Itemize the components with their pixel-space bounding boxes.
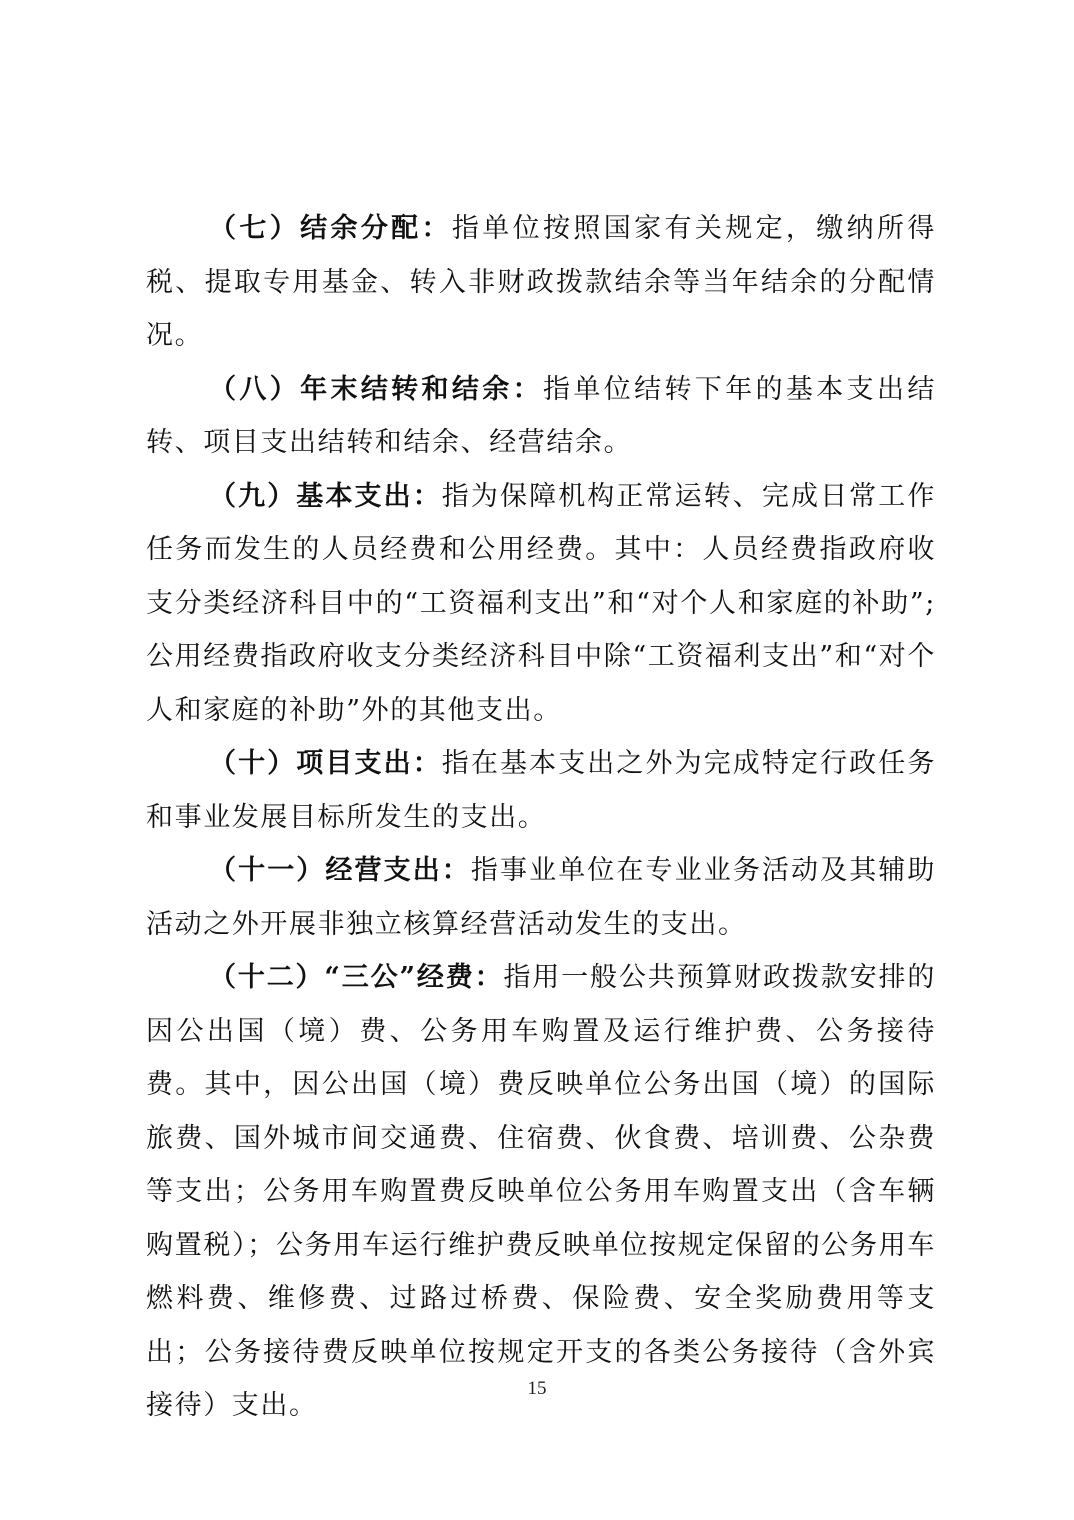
- paragraph-text: 指为保障机构正常运转、完成日常工作任务而发生的人员经费和公用经费。其中：人员经费指政府收支分类经济科目中的“工资福利支出”和“对个人和家庭的补助”;公用经费指政府收支分类经济科目中除“工资福利支出”和“对个人和家庭的补助”外的其他支出。: [146, 480, 936, 726]
- paragraph-heading: （十）项目支出：: [209, 748, 442, 779]
- paragraph-text: 指单位按照国家有关规定，缴纳所得税、提取专用基金、转入非财政拨款结余等当年结余的分配情况。: [146, 213, 936, 351]
- page-number: 15: [527, 1378, 547, 1399]
- paragraph-text: 指用一般公共预算财政拨款安排的因公出国（境）费、公务用车购置及运行维护费、公务接待费。其中，因公出国（境）费反映单位公务出国（境）的国际旅费、国外城市间交通费、住宿费、伙食费、培训费、公杂费等支出；公务用车购置费反映单位公务用车购置支出（含车辆购置税）；公务用车运行维护费反映单位按规定保留的公务用车燃料费、维修费、过路过桥费、保险费、安全奖励费用等支出；公务接待费反映单位按规定开支的各类公务接待（含外宾接待）支出。: [146, 962, 936, 1421]
- paragraph-heading: （九）基本支出：: [209, 480, 442, 512]
- document-body: [146, 202, 936, 1433]
- paragraph-heading: （八）年末结转和结余：: [209, 373, 544, 405]
- paragraph-heading: （十一）经营支出：: [209, 855, 471, 886]
- paragraph-surplus-distribution: [146, 202, 936, 363]
- paragraph-heading: （十二）“三公”经费：: [209, 962, 504, 993]
- paragraph-project-expenditure: [146, 737, 936, 844]
- paragraph-three-public-expenses: [146, 951, 936, 1433]
- paragraph-basic-expenditure: [146, 470, 936, 738]
- paragraph-text: 指单位结转下年的基本支出结转、项目支出结转和结余、经营结余。: [146, 373, 936, 458]
- paragraph-text: 指在基本支出之外为完成特定行政任务和事业发展目标所发生的支出。: [146, 748, 936, 833]
- paragraph-year-end-carryover: [146, 363, 936, 470]
- paragraph-text: 指事业单位在专业业务活动及其辅助活动之外开展非独立核算经营活动发生的支出。: [146, 855, 936, 940]
- paragraph-operating-expenditure: [146, 844, 936, 951]
- paragraph-heading: （七）结余分配：: [209, 213, 452, 244]
